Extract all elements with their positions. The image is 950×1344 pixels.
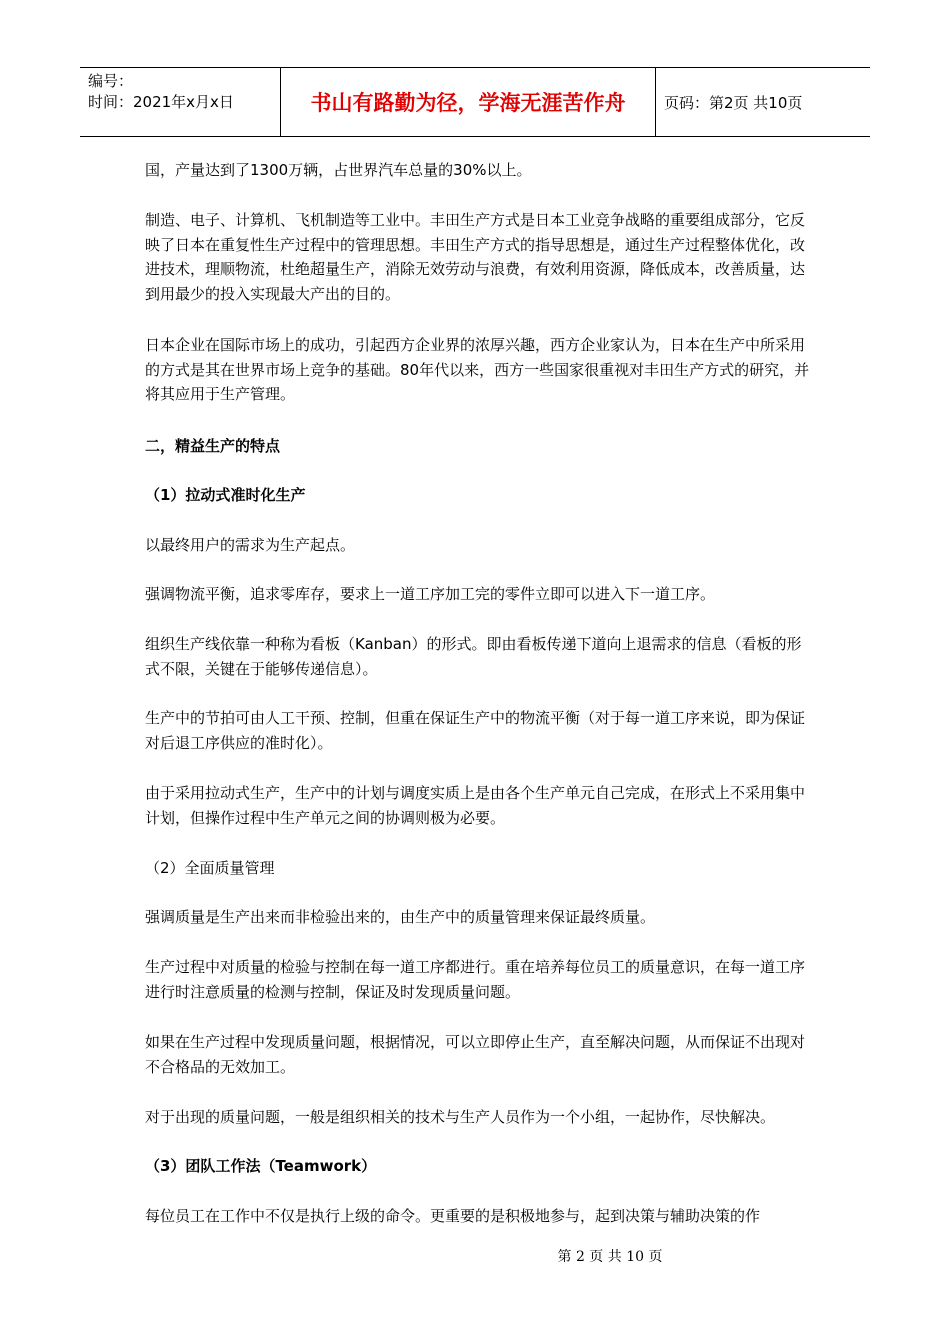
paragraph: 生产中的节拍可由人工干预、控制，但重在保证生产中的物流平衡（对于每一道工序来说，即为保证对后退工序供应的准时化）。 [145,709,806,752]
section-heading: 二，精益生产的特点 [145,437,281,455]
paragraph: 日本企业在国际市场上的成功，引起西方企业界的浓厚兴趣，西方企业家认为，日本在生产中所采用的方式是其在世界市场上竞争的基础。80年代以来，西方一些国家很重视对丰田生产方式的研究，并将其应用于生产管理。 [145,336,810,403]
paragraph: 每位员工在工作中不仅是执行上级的命令。更重要的是积极地参与，起到决策与辅助决策的作 [145,1207,761,1225]
header-motto: 书山有路勤为径，学海无涯苦作舟 [281,68,656,136]
header-page-info: 页码：第2页 共10页 [664,93,803,112]
paragraph: 国，产量达到了1300万辆，占世界汽车总量的30%以上。 [145,161,532,179]
paragraph: 如果在生产过程中发现质量问题，根据情况，可以立即停止生产，直至解决问题，从而保证不出现对不合格品的无效加工。 [145,1033,806,1076]
page-footer: 第 2 页 共 10 页 [557,1249,663,1265]
subsection-heading: （1）拉动式准时化生产 [145,486,306,504]
paragraph: 生产过程中对质量的检验与控制在每一道工序都进行。重在培养每位员工的质量意识，在每一道工序进行时注意质量的检测与控制，保证及时发现质量问题。 [145,958,806,1001]
subsection-heading: （3）团队工作法（Teamwork） [145,1157,377,1175]
header-meta [80,68,281,136]
paragraph: 由于采用拉动式生产，生产中的计划与调度实质上是由各个生产单元自己完成，在形式上不采用集中计划，但操作过程中生产单元之间的协调则极为必要。 [145,784,806,827]
paragraph: 强调物流平衡，追求零库存，要求上一道工序加工完的零件立即可以进入下一道工序。 [145,585,716,603]
doc-date: 时间：2021年x月x日 [88,93,234,111]
doc-number-label: 编号： [88,72,134,90]
subsection-heading: （2）全面质量管理 [145,859,275,877]
paragraph: 以最终用户的需求为生产起点。 [145,536,356,554]
paragraph: 强调质量是生产出来而非检验出来的，由生产中的质量管理来保证最终质量。 [145,908,656,926]
paragraph: 组织生产线依靠一种称为看板（Kanban）的形式。即由看板传递下道向上退需求的信息（看板的形式不限，关键在于能够传递信息）。 [145,635,802,678]
paragraph: 对于出现的质量问题，一般是组织相关的技术与生产人员作为一个小组，一起协作，尽快解决。 [145,1108,776,1126]
page-header [80,67,870,137]
paragraph: 制造、电子、计算机、飞机制造等工业中。丰田生产方式是日本工业竞争战略的重要组成部分，它反映了日本在重复性生产过程中的管理思想。丰田生产方式的指导思想是，通过生产过程整体优化，改进技术，理顺物流，杜绝超量生产，消除无效劳动与浪费，有效利用资源，降低成本，改善质量，达到用最少的投入实现最大产出的目的。 [145,211,806,303]
